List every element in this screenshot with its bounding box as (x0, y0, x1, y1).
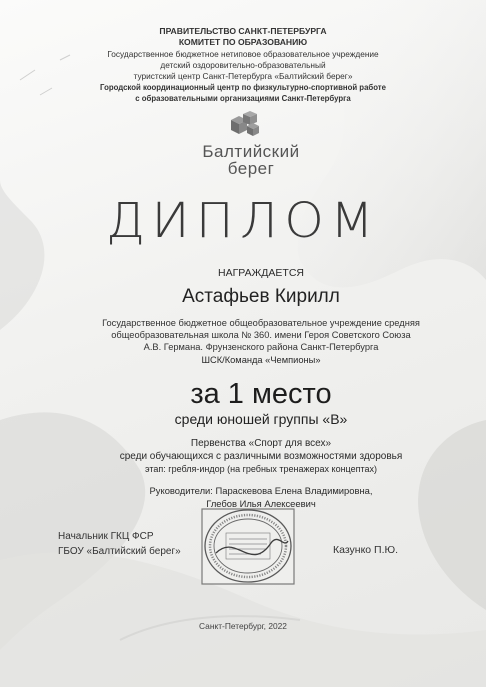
school-line3: А.В. Германа. Фрунзенского района Санкт-Петербурга (143, 342, 379, 352)
recipient-name: Астафьев Кирилл (182, 286, 340, 307)
header-government: ПРАВИТЕЛЬСТВО САНКТ-ПЕТЕРБУРГА (159, 26, 327, 36)
city-year: Санкт-Петербург, 2022 (199, 621, 287, 631)
school-line2: общеобразовательная школа № 360. имени Героя Советского Союза (111, 330, 411, 340)
header-center-line2: с образовательными организациями Санкт-Петербурга (135, 94, 351, 103)
logo-text-line1: Балтийский (202, 142, 300, 161)
leaders-line2: Глебов Илья Алексеевич (206, 497, 316, 509)
event-line1: Первенства «Спорт для всех» (190, 438, 332, 449)
signatory-name: Казунко П.Ю. (333, 544, 399, 556)
signatory-title-line2: ГБОУ «Балтийский берег» (58, 546, 181, 557)
header-center-line1: Городской координационный центр по физкультурно-спортивной работе (100, 83, 386, 92)
school-line1: Государственное бюджетное общеобразовательное учреждение средняя (102, 318, 420, 328)
event-line2: среди обучающихся с различными возможностями здоровья (119, 450, 403, 462)
event-block (18, 438, 486, 476)
signatory-title (58, 529, 181, 559)
header-institution-line2: детский оздоровительно-образовательный (160, 60, 326, 70)
baltic-shore-logo-icon (223, 110, 263, 142)
diploma-title: ДИПЛОМ (106, 193, 380, 249)
logo-text (186, 143, 316, 177)
official-stamp (196, 503, 300, 590)
header-institution-line3: туристский центр Санкт-Петербурга «Балтийский берег» (133, 71, 353, 81)
signatory-title-line1: Начальник ГКЦ ФСР (58, 531, 154, 542)
header-committee: КОМИТЕТ ПО ОБРАЗОВАНИЮ (178, 37, 308, 47)
event-line3: этап: гребля-индор (на гребных тренажерах концептах) (145, 464, 377, 474)
logo-text-line2: берег (227, 159, 275, 178)
header-institution-line1: Государственное бюджетное нетиповое образовательное учреждение (107, 49, 379, 59)
team-name: ШСК/Команда «Чемпионы» (201, 355, 321, 365)
school-block (18, 317, 486, 353)
age-group: среди юношей группы «В» (174, 411, 348, 427)
place-award: за 1 место (190, 378, 332, 410)
awarded-label: НАГРАЖДАЕТСЯ (218, 267, 304, 279)
leaders-line1: Руководители: Параскевова Елена Владимировна, (149, 485, 373, 496)
